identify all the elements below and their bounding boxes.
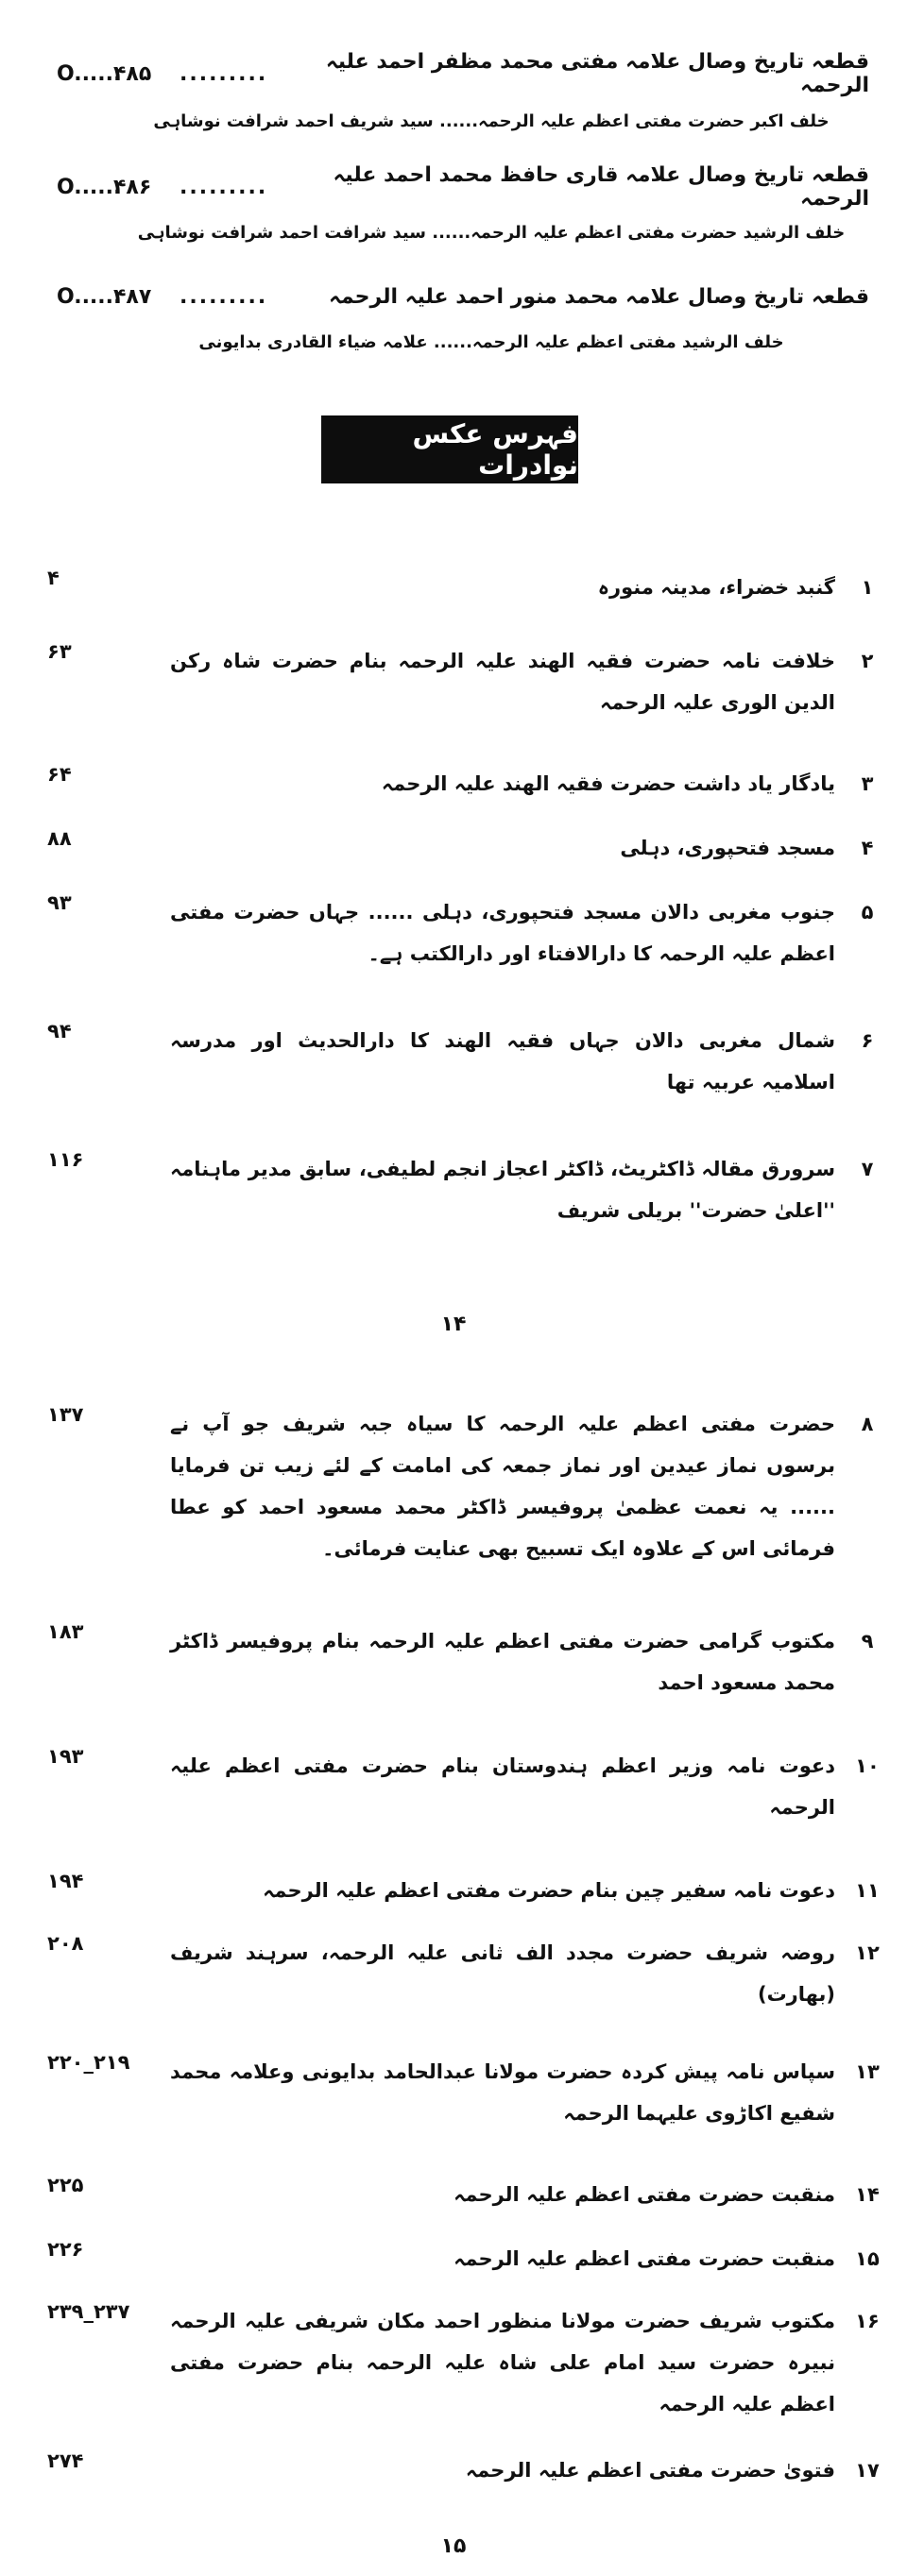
page-number-14: ۱۴: [440, 1313, 467, 1336]
index-entry: [38, 1932, 888, 2015]
index-entry: [38, 640, 888, 723]
entry-number: ۱۰: [855, 1754, 880, 1777]
entry-number: ۱۵: [855, 2247, 880, 2270]
index-entry: [38, 1870, 888, 1911]
entry-page: ۲۳۷_۲۳۹: [47, 2300, 130, 2323]
bullet-marker: O......: [57, 61, 122, 86]
index-entry: [38, 1148, 888, 1231]
leader-dots: .........: [180, 284, 268, 309]
index-entry: [38, 2238, 888, 2279]
entry-page: ۹۳: [47, 891, 72, 914]
entry-number: ۱۷: [855, 2459, 880, 2482]
index-entry: [38, 1020, 888, 1103]
entry-page: ۱۳۷: [47, 1403, 84, 1426]
entry-text: فتویٰ حضرت مفتی اعظم علیہ الرحمہ: [465, 2459, 835, 2482]
bullet-marker: O......: [57, 284, 122, 309]
entry-text: یادگار یاد داشت حضرت فقیہ الھند علیہ الرحمہ: [381, 772, 835, 795]
entry-number: ۲: [861, 650, 874, 672]
top-line-title: قطعہ تاریخ وصال علامہ قاری حافظ محمد احمد علیہ الرحمہ: [333, 163, 869, 211]
entry-text: گنبد خضراء، مدینہ منورہ: [597, 576, 835, 599]
entry-number: ۵: [861, 901, 874, 924]
index-entry: [38, 2051, 888, 2134]
top-line-page: ۴۸۷: [113, 284, 152, 309]
index-entry: [38, 891, 888, 974]
entry-text: مسجد فتحپوری، دہلی: [620, 837, 835, 859]
entry-number: ۱۲: [855, 1941, 880, 1964]
entry-page: ۲۲۶: [47, 2238, 84, 2261]
entry-page: ۴: [47, 567, 60, 589]
entry-page: ۸۸: [47, 827, 72, 850]
entry-text: شمال مغربی دالان جہاں فقیہ الھند کا دارالحدیث اور مدرسہ اسلامیہ عربیہ تھا: [170, 1029, 835, 1093]
top-line-sub-2: خلف الرشید حضرت مفتی اعظم علیہ الرحمہ...... سید شرافت احمد شرافت نوشاہی: [137, 223, 846, 243]
entry-page: ۲۲۵: [47, 2174, 84, 2196]
entry-page: ۱۸۳: [47, 1620, 84, 1643]
entry-text: مکتوب شریف حضرت مولانا منظور احمد مکان شریفی علیہ الرحمہ نبیرہ حضرت سید امام علی شاہ علیہ الرحمہ بنام حضرت مفتی اعظم علیہ الرحمہ: [170, 2310, 835, 2415]
index-entry: [38, 1403, 888, 1569]
entry-number: ۱۳: [855, 2060, 880, 2083]
top-line-page: ۴۸۵: [113, 61, 152, 86]
entry-number: ۳: [861, 772, 874, 795]
entry-text: روضہ شریف حضرت مجدد الف ثانی علیہ الرحمہ، سرہند شریف (بھارت): [170, 1941, 835, 2006]
top-line-title: قطعہ تاریخ وصال علامہ مفتی محمد مظفر احمد علیہ الرحمہ: [325, 50, 869, 97]
leader-dots: .........: [180, 175, 268, 199]
index-entry: [38, 763, 888, 805]
top-line-page: ۴۸۶: [113, 175, 152, 199]
entry-text: منقبت حضرت مفتی اعظم علیہ الرحمہ: [454, 2183, 835, 2206]
top-line-3: [57, 278, 869, 315]
bullet-marker: O......: [57, 175, 122, 199]
entry-text: خلافت نامہ حضرت فقیہ الھند علیہ الرحمہ بنام حضرت شاہ رکن الدین الوری علیہ الرحمہ: [170, 650, 835, 714]
top-line-sub-3: خلف الرشید مفتی اعظم علیہ الرحمہ...... علامہ ضیاء القادری بدایونی: [198, 332, 784, 352]
entry-text: منقبت حضرت مفتی اعظم علیہ الرحمہ: [454, 2247, 835, 2270]
entry-text: سرورق مقالہ ڈاکٹریٹ، ڈاکٹر اعجاز انجم لطیفی، سابق مدیر ماہنامہ ''اعلیٰ حضرت'' بریلی شریف: [170, 1158, 835, 1222]
entry-page: ۱۹۳: [47, 1745, 84, 1768]
entry-number: ۱۱: [855, 1879, 880, 1902]
entry-text: دعوت نامہ سفیر چین بنام حضرت مفتی اعظم علیہ الرحمہ: [263, 1879, 835, 1902]
index-entry: [38, 1745, 888, 1828]
entry-page: ۹۴: [47, 1020, 72, 1042]
index-entry: [38, 2449, 888, 2491]
entry-number: ۶: [861, 1029, 874, 1052]
entry-number: ۱۴: [855, 2183, 880, 2206]
index-entry: [38, 1620, 888, 1703]
entry-page: ۲۱۹_۲۲۰: [47, 2051, 130, 2074]
leader-dots: .........: [180, 61, 268, 86]
entry-page: ۶۴: [47, 763, 72, 786]
section-heading: فہرس عکس نوادرات: [321, 415, 578, 483]
index-entry: [38, 2174, 888, 2215]
entry-page: ۱۹۴: [47, 1870, 84, 1892]
top-line-sub-1: خلف اکبر حضرت مفتی اعظم علیہ الرحمہ...... سید شریف احمد شرافت نوشاہی: [153, 111, 830, 131]
entry-number: ۴: [861, 837, 874, 859]
entry-text: سپاس نامہ پیش کردہ حضرت مولانا عبدالحامد بدایونی وعلامہ محمد شفیع اکاڑوی علیہما الرحمہ: [170, 2060, 835, 2125]
index-entry: [38, 827, 888, 869]
entry-number: ۷: [861, 1158, 874, 1180]
entry-number: ۹: [861, 1630, 874, 1652]
index-entry: [38, 567, 888, 608]
entry-text: دعوت نامہ وزیر اعظم ہندوستان بنام حضرت مفتی اعظم علیہ الرحمہ: [170, 1754, 835, 1819]
top-line-1: [57, 50, 869, 97]
entry-number: ۸: [861, 1413, 874, 1435]
top-line-2: [57, 163, 869, 211]
entry-page: ۲۷۴: [47, 2449, 84, 2472]
page-number-15: ۱۵: [440, 2534, 467, 2558]
entry-page: ۲۰۸: [47, 1932, 84, 1955]
entry-page: ۱۱۶: [47, 1148, 84, 1171]
entry-text: حضرت مفتی اعظم علیہ الرحمہ کا سیاہ جبہ شریف جو آپ نے برسوں نماز عیدین اور نماز جمعہ کی امامت کے لئے زیب تن فرمایا ...... یہ نعمت عظمیٰ پروفیسر ڈاکٹر محمد مسعود احمد کو عطا فرمائی اس کے علاوہ ایک تسبیح بھی عنایت فرمائی۔: [170, 1413, 835, 1560]
index-entry: [38, 2300, 888, 2425]
entry-number: ۱: [861, 576, 874, 599]
entry-number: ۱۶: [855, 2310, 880, 2332]
top-line-title: قطعہ تاریخ وصال علامہ محمد منور احمد علیہ الرحمہ: [329, 284, 869, 309]
entry-page: ۶۳: [47, 640, 72, 663]
entry-text: جنوب مغربی دالان مسجد فتحپوری، دہلی ...... جہاں حضرت مفتی اعظم علیہ الرحمہ کا دارالافتاء اور دارالکتب ہے۔: [170, 901, 835, 965]
entry-text: مکتوب گرامی حضرت مفتی اعظم علیہ الرحمہ بنام پروفیسر ڈاکٹر محمد مسعود احمد: [170, 1630, 835, 1694]
